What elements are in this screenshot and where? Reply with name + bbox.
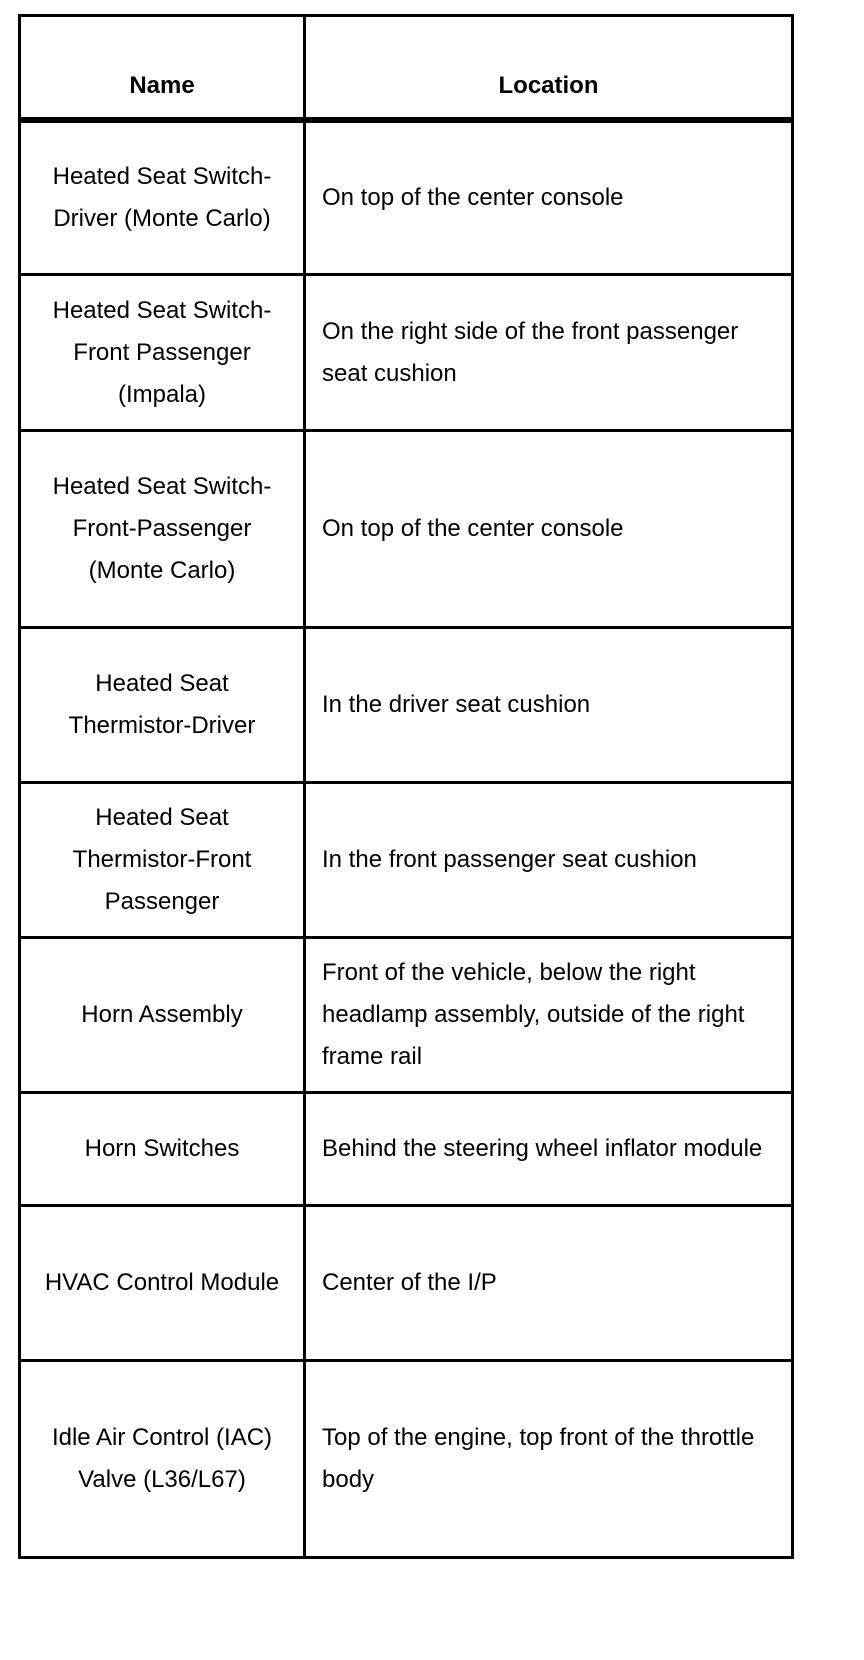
name-column-header: Name: [20, 16, 305, 120]
component-location-cell: In the driver seat cushion: [305, 628, 793, 783]
component-location-cell: Center of the I/P: [305, 1206, 793, 1361]
table-row: [20, 1093, 793, 1206]
component-location-cell: In the front passenger seat cushion: [305, 783, 793, 938]
table-row: [20, 1361, 793, 1558]
table-row: [20, 1206, 793, 1361]
component-name-cell: Horn Switches: [20, 1093, 305, 1206]
table-header: [20, 16, 793, 120]
table-row: [20, 938, 793, 1093]
table-row: [20, 628, 793, 783]
component-name-cell: Heated Seat Switch-Front-Passenger (Monte Carlo): [20, 431, 305, 628]
component-name-cell: Idle Air Control (IAC) Valve (L36/L67): [20, 1361, 305, 1558]
table-row: [20, 120, 793, 275]
header-row: [20, 16, 793, 120]
component-location-table: [18, 14, 794, 1559]
component-location-cell: On top of the center console: [305, 120, 793, 275]
component-name-cell: Heated Seat Switch-Driver (Monte Carlo): [20, 120, 305, 275]
location-column-header: Location: [305, 16, 793, 120]
table-row: [20, 275, 793, 431]
component-name-cell: Heated Seat Thermistor-Driver: [20, 628, 305, 783]
component-location-cell: Front of the vehicle, below the right headlamp assembly, outside of the right frame rail: [305, 938, 793, 1093]
table-body: [20, 120, 793, 1558]
component-location-cell: On top of the center console: [305, 431, 793, 628]
component-name-cell: Horn Assembly: [20, 938, 305, 1093]
component-name-cell: Heated Seat Thermistor-Front Passenger: [20, 783, 305, 938]
component-location-cell: Top of the engine, top front of the throttle body: [305, 1361, 793, 1558]
component-location-cell: Behind the steering wheel inflator module: [305, 1093, 793, 1206]
component-location-cell: On the right side of the front passenger seat cushion: [305, 275, 793, 431]
component-name-cell: Heated Seat Switch-Front Passenger (Impala): [20, 275, 305, 431]
table-row: [20, 783, 793, 938]
component-name-cell: HVAC Control Module: [20, 1206, 305, 1361]
table-row: [20, 431, 793, 628]
